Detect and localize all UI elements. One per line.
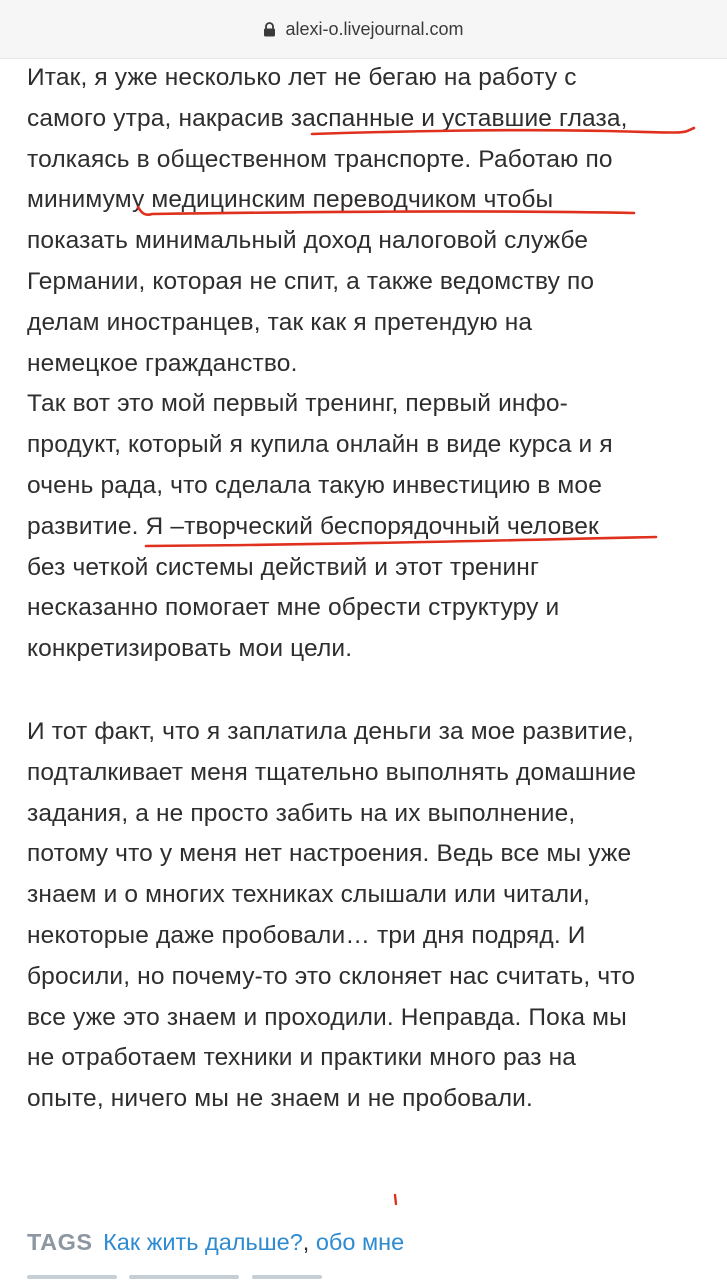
article-paragraph-2 <box>27 712 707 1120</box>
text-line: некоторые даже пробовали… три дня подряд. И <box>27 921 586 949</box>
tag-separator: , <box>302 1229 310 1255</box>
text-line: развитие. Я –творческий беспорядочный человек <box>27 512 599 540</box>
text-line: самого утра, накрасив заспанные и уставшие глаза, <box>27 104 628 132</box>
text-line: несказанно помогает мне обрести структуру и <box>27 594 560 622</box>
cut-off-text-fragment <box>27 1275 117 1279</box>
cut-off-content <box>27 1266 447 1280</box>
text-line: бросили, но почему-то это склоняет нас считать, что <box>27 962 636 990</box>
text-line: все уже это знаем и проходили. Неправда. Пока мы <box>27 1003 627 1031</box>
red-pen-dot <box>395 1195 396 1204</box>
text-line: не отработаем техники и практики много раз на <box>27 1044 577 1072</box>
text-line: без четкой системы действий и этот тренинг <box>27 553 540 581</box>
tag-link[interactable]: обо мне <box>315 1229 405 1255</box>
text-line: минимуму медицинским переводчиком чтобы <box>27 186 554 214</box>
text-line: показать минимальный доход налоговой службе <box>27 227 589 255</box>
text-line: Так вот это мой первый тренинг, первый инфо- <box>27 390 568 418</box>
lock-icon <box>263 22 276 37</box>
text-line: толкаясь в общественном транспорте. Работаю по <box>27 145 613 173</box>
tags-label: TAGS <box>27 1229 93 1255</box>
text-line: очень рада, что сделала такую инвестицию в мое <box>27 471 602 499</box>
text-line: продукт, который я купила онлайн в виде курса и я <box>27 431 613 459</box>
text-line: немецкое гражданство. <box>27 349 298 377</box>
text-line: Германии, которая не спит, а также ведомству по <box>27 267 595 295</box>
text-line: делам иностранцев, так как я претендую на <box>27 308 533 336</box>
url-text: alexi-o.livejournal.com <box>285 18 464 39</box>
text-line: опыте, ничего мы не знаем и не пробовали. <box>27 1085 533 1113</box>
tag-link[interactable]: Как жить дальше? <box>103 1229 303 1255</box>
text-line: знаем и о многих техниках слышали или читали, <box>27 881 590 909</box>
address-bar[interactable] <box>0 0 727 59</box>
cut-off-text-fragment <box>252 1275 322 1279</box>
text-line: задания, а не просто забить на их выполнение, <box>27 799 576 827</box>
text-line: потому что у меня нет настроения. Ведь все мы уже <box>27 840 632 868</box>
text-line: конкретизировать мои цели. <box>27 635 353 663</box>
text-line: подталкивает меня тщательно выполнять домашние <box>27 758 637 786</box>
text-line: И тот факт, что я заплатила деньги за мое развитие, <box>27 718 634 745</box>
article-paragraph-1 <box>27 58 707 670</box>
tags-row <box>27 1227 404 1257</box>
cut-off-text-fragment <box>129 1275 239 1279</box>
text-line: Итак, я уже несколько лет не бегаю на работу с <box>27 64 577 91</box>
